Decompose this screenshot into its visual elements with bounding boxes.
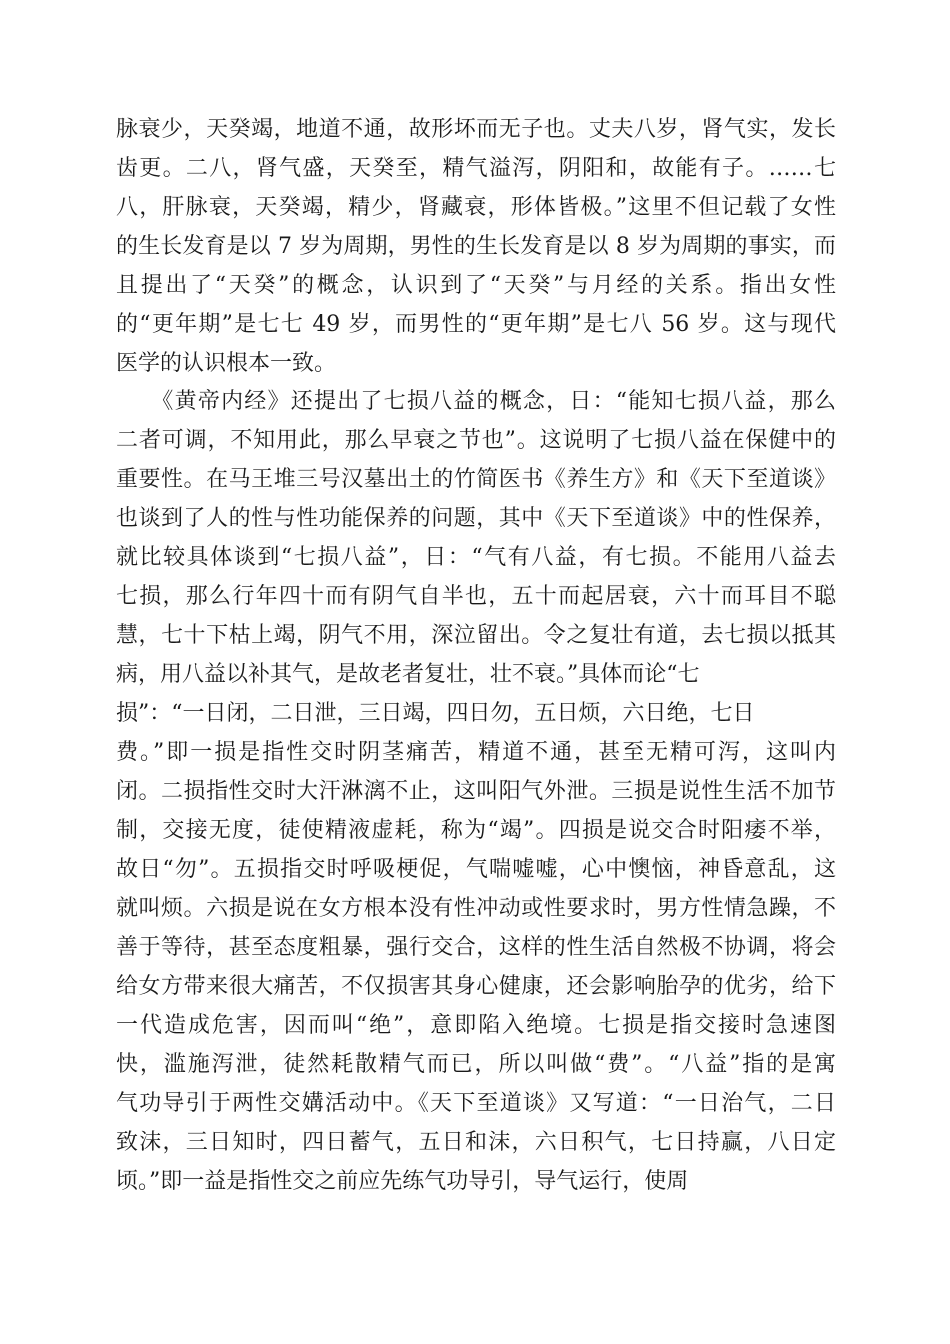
text-line: 善于等待，甚至态度粗暴，强行交合，这样的性生活自然极不协调，将会 (116, 935, 836, 960)
text-line: 就叫烦。六损是说在女方根本没有性冲动或性要求时，男方性情急躁，不 (116, 896, 836, 921)
text-line: 快，滥施泻泄，徒然耗散精气而已，所以叫做“费”。“八益”指的是寓 (116, 1052, 836, 1077)
text-line: 八，肝脉衰，天癸竭，精少，肾藏衰，形体皆极。”这里不但记载了女性 (116, 195, 836, 220)
text-line: 的生长发育是以 7 岁为周期，男性的生长发育是以 8 岁为周期的事实，而 (116, 234, 836, 259)
text-line: 齿更。二八，肾气盛，天癸至，精气溢泻，阴阳和，故能有子。……七 (116, 156, 836, 181)
text-line: 制，交接无度，徒使精液虚耗，称为“竭”。四损是说交合时阳痿不举， (116, 818, 836, 843)
text-line: 的“更年期”是七七 49 岁，而男性的“更年期”是七八 56 岁。这与现代 (116, 312, 836, 337)
text-line: 七损，那么行年四十而有阴气自半也，五十而起居衰，六十而耳目不聪 (116, 584, 836, 609)
text-line: 慧，七十下枯上竭，阴气不用，深泣留出。令之复壮有道，去七损以抵其 (116, 623, 836, 648)
text-line: 致沫，三日知时，四日蓄气，五日和沫，六日积气，七日持赢，八日定 (116, 1130, 836, 1155)
text-line: 费。”即一损是指性交时阴茎痛苦，精道不通，甚至无精可泻，这叫内 (116, 740, 836, 765)
text-line: 二者可调，不知用此，那么早衰之节也”。这说明了七损八益在保健中的 (116, 428, 836, 453)
text-line: 故日“勿”。五损指交时呼吸梗促，气喘嘘嘘，心中懊恼，神昏意乱，这 (116, 857, 836, 882)
text-line: 且提出了“天癸”的概念，认识到了“天癸”与月经的关系。指出女性 (116, 273, 836, 298)
text-line: 病，用八益以补其气，是故老者复壮，壮不衰。”具体而论“七 (116, 662, 700, 687)
text-line: 给女方带来很大痛苦，不仅损害其身心健康，还会影响胎孕的优劣，给下 (116, 974, 836, 999)
text-line: 损”：“一日闭，二日泄，三日竭，四日勿，五日烦，六日绝，七日 (116, 701, 755, 726)
text-line: 也谈到了人的性与性功能保养的问题，其中《天下至道谈》中的性保养， (116, 506, 836, 531)
text-line: 气功导引于两性交媾活动中。《天下至道谈》又写道：“一日治气，二日 (116, 1091, 836, 1116)
text-line: 一代造成危害，因而叫“绝”，意即陷入绝境。七损是指交接时急速图 (116, 1013, 836, 1038)
text-line: 医学的认识根本一致。 (116, 351, 337, 376)
text-line: 重要性。在马王堆三号汉墓出土的竹简医书《养生方》和《天下至道谈》 (116, 467, 836, 492)
text-line: 顷。”即一益是指性交之前应先练气功导引，导气运行，使周 (116, 1169, 689, 1194)
text-line: 闭。二损指性交时大汗淋漓不止，这叫阳气外泄。三损是说性生活不加节 (116, 779, 836, 804)
text-line: 就比较具体谈到“七损八益”，日：“气有八益，有七损。不能用八益去 (116, 545, 836, 570)
paragraph-2 (116, 382, 836, 1201)
text-line: 脉衰少，天癸竭，地道不通，故形坏而无子也。丈夫八岁，肾气实，发长 (116, 117, 836, 142)
paragraph-1 (116, 110, 836, 383)
text-line: 《黄帝内经》还提出了七损八益的概念，日：“能知七损八益，那么 (116, 389, 836, 414)
